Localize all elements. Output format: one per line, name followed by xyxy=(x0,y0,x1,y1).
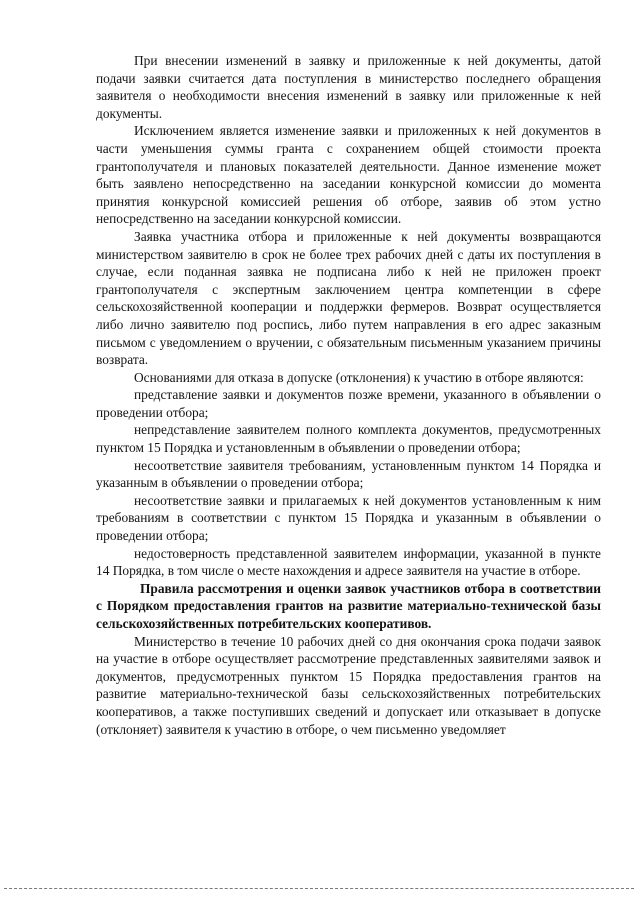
rejection-item-requirements: несоответствие заявителя требованиям, установленным пунктом 14 Порядка и указанным в объявлении о проведении отбора; xyxy=(96,457,601,491)
paragraph-rejection-grounds: Основаниями для отказа в допуске (отклонения) к участию в отборе являются: xyxy=(134,369,584,385)
paragraph-return: Заявка участника отбора и приложенные к ней документы возвращаются министерством заявителю в срок не более трех рабочих дней с даты их поступления в случае, если поданная заявка не подписана либо к ней не приложен проект грантополучателя с экспертным заключением центра компетенции в сфере сельскохозяйственной кооперации и поддержки фермеров. Возврат осуществляется либо лично заявителю под роспись, либо путем направления в его адрес заказным письмом с уведомлением о вручении, с обязательным письменным указанием причины возврата. xyxy=(96,228,601,368)
paragraph-review: Министерство в течение 10 рабочих дней со дня окончания срока подачи заявок на участие в отборе осуществляет рассмотрение представленных заявителями заявок и документов, предусмотренных пунктом 15 Порядка предоставления грантов на развитие материально-технической базы сельскохозяйственных потребительских кооперативов, а также поступивших сведений и допускает или отказывает в допуске (отклоняет) заявителя к участию в отборе, о чем письменно уведомляет xyxy=(96,633,601,737)
paragraph-submission-date: При внесении изменений в заявку и приложенные к ней документы, датой подачи заявки считается дата поступления в министерство последнего обращения заявителя о необходимости внесения изменений в заявку или приложенные к ней документы. xyxy=(96,53,601,121)
rejection-item-unreliable: недостоверность представленной заявителем информации, указанной в пункте 14 Порядка, в том числе о месте нахождения и адресе заявителя на участие в отборе. xyxy=(96,545,601,579)
rejection-item-documents: несоответствие заявки и прилагаемых к ней документов установленным к ним требованиям в соответствии с пунктом 15 Порядка и указанным в объявлении о проведении отбора; xyxy=(96,492,601,544)
rejection-item-incomplete: непредставление заявителем полного комплекта документов, предусмотренных пунктом 15 Порядка и установленным в объявлении о проведении отбора; xyxy=(96,422,601,456)
rejection-item-late: представление заявки и документов позже времени, указанного в объявлении о проведении отбора; xyxy=(96,387,601,420)
document-body xyxy=(96,52,601,738)
section-heading: Правила рассмотрения и оценки заявок участников отбора в соответствии с Порядком предоставления грантов на развитие материально-технической базы сельскохозяйственных потребительских кооперативов. xyxy=(96,580,601,631)
paragraph-exception: Исключением является изменение заявки и приложенных к ней документов в части уменьшения суммы гранта с сохранением общей стоимости проекта грантополучателя и плановых показателей деятельности. Данное изменение может быть заявлено непосредственно на заседании конкурсной комиссии до момента принятия конкурсной комиссией решения об отборе, заявив об этом устно непосредственно на заседании конкурсной комиссии. xyxy=(96,123,601,227)
footer-divider xyxy=(4,888,634,889)
